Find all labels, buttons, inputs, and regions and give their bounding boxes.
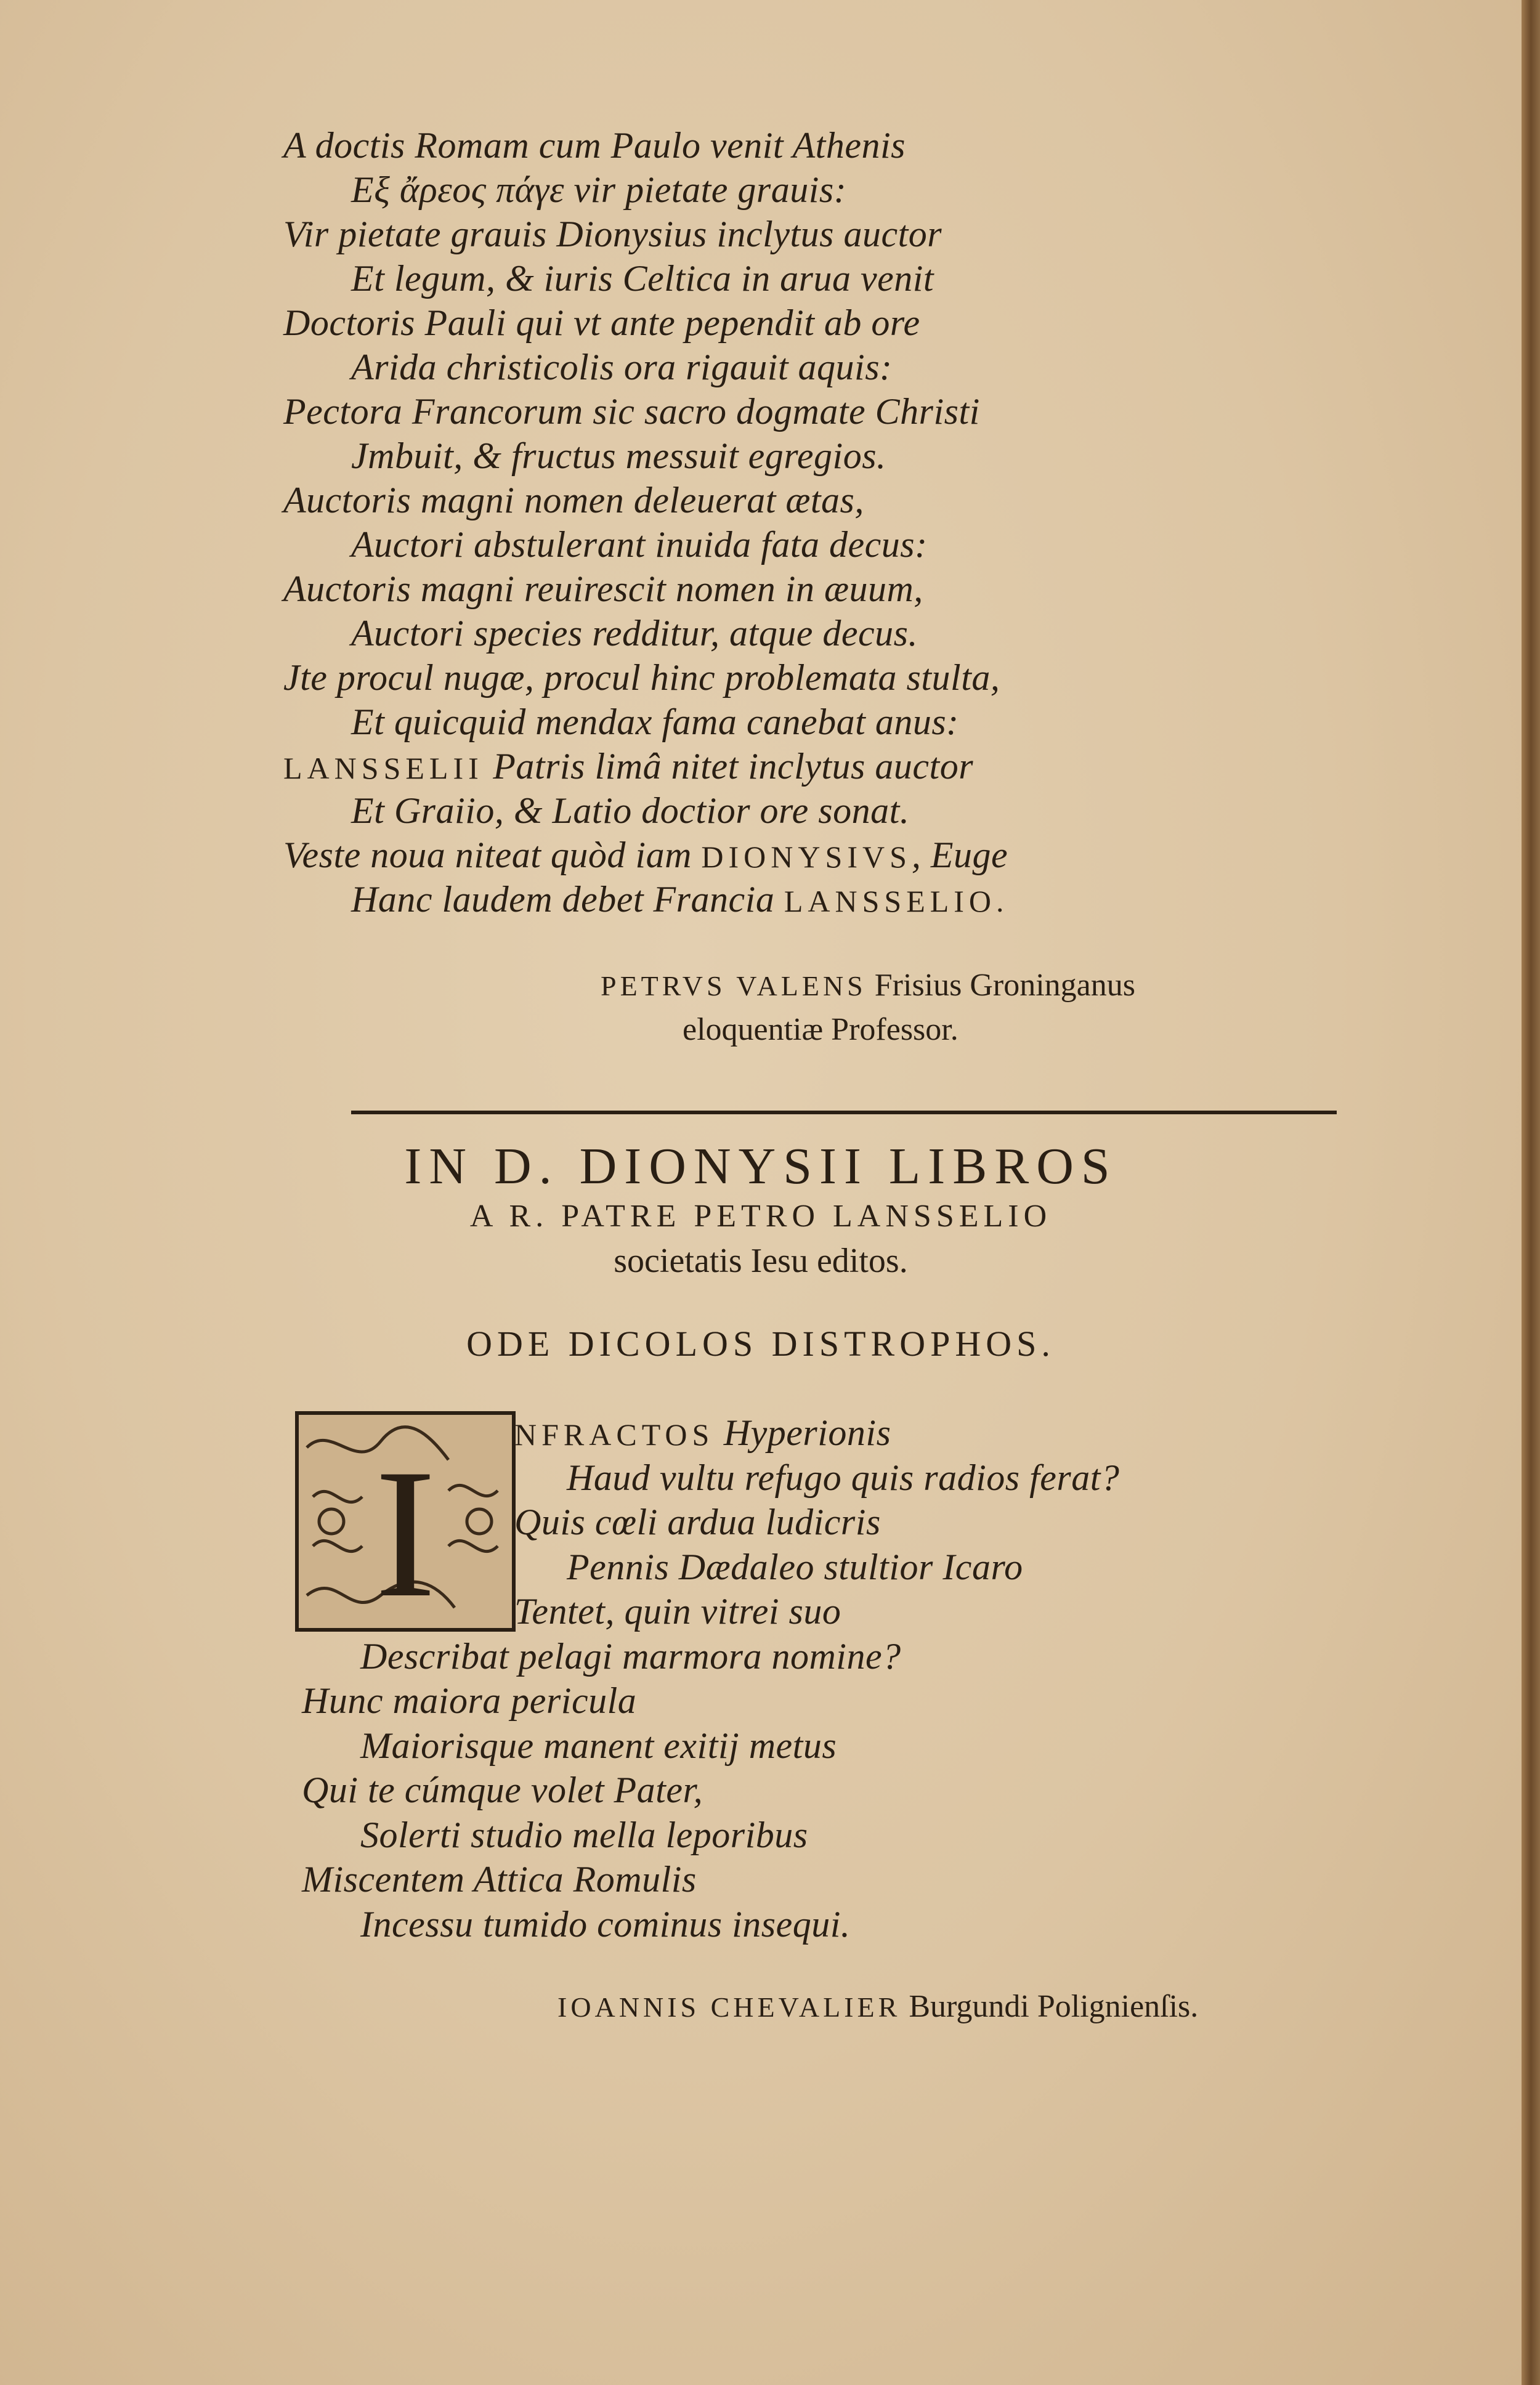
verse-line: Vir pietate grauis Dionysius inclytus auctor [283, 214, 942, 254]
verse-line: Et legum, & iuris Celtica in arua venit [351, 258, 934, 299]
signature-name: PETRVS VALENS [601, 970, 867, 1002]
section-subheading-2: societatis Iesu editos. [614, 1242, 908, 1280]
ode-line: Hunc maiora pericula [302, 1680, 637, 1721]
signature-affiliation: Burgundi Polignienſis. [909, 1989, 1199, 2024]
verse-line-end: , Euge [911, 835, 1008, 875]
ode-text [302, 1411, 1349, 1946]
ode-line: Miscentem Attica Romulis [302, 1859, 697, 1900]
verse-line: Eξ ἄρεος πάγε vir pietate grauis: [351, 169, 847, 210]
verse-line: Doctoris Pauli qui vt ante pependit ab ore [283, 302, 920, 343]
ode-title: ODE DICOLOS DISTROPHOS. [466, 1324, 1055, 1364]
signature-chevalier [557, 1988, 1198, 2025]
ode-line: Haud vultu refugo quis radios ferat? [567, 1457, 1120, 1498]
signature-name: IOANNIS CHEVALIER [557, 1991, 901, 2023]
book-spine-edge [1522, 0, 1540, 2385]
verse-line: Auctoris magni nomen deleuerat ætas, [283, 480, 864, 520]
ode-first-tail: Hyperionis [723, 1412, 891, 1453]
verse-line: Auctoris magni reuirescit nomen in æuum, [283, 569, 923, 609]
signature-affiliation: Frisius Groninganus [874, 968, 1136, 1003]
verse-line: Jmbuit, & fructus messuit egregios. [351, 435, 886, 476]
ode-first-word: NFRACTOS [514, 1417, 715, 1452]
verse-line: Auctori abstulerant inuida fata decus: [351, 524, 928, 565]
verse-line-rest: Patris limâ nitet inclytus auctor [493, 746, 974, 787]
ode-line [302, 1411, 1349, 1456]
lansselio-name: LANSSELIO. [784, 884, 1009, 918]
verse-line-start: Veste noua niteat quòd iam [283, 835, 692, 875]
lansselii-name: LANSSELII [283, 751, 484, 785]
verse-line: Et quicquid mendax fama canebat anus: [351, 702, 959, 742]
verse-line [283, 877, 1331, 921]
ode-line: Pennis Dædaleo stultior Icaro [567, 1546, 1023, 1587]
ode-line: Solerti studio mella leporibus [360, 1814, 808, 1855]
ode-line: Tentet, quin vitrei suo [514, 1591, 841, 1632]
section-subheading: A R. PATRE PETRO LANSSELIO [469, 1199, 1052, 1234]
ode-line: Incessu tumido cominus insequi. [360, 1903, 851, 1945]
verse-line: Auctori species redditur, atque decus. [351, 613, 918, 654]
verse-line: Et Graiio, & Latio doctior ore sonat. [351, 790, 910, 831]
verse-line [283, 833, 1331, 877]
dionysius-name: DIONYSIVS [701, 840, 912, 874]
initial-letter: I [375, 1431, 436, 1632]
signature-petrus-valens [601, 967, 1135, 1003]
ode-line: Maiorisque manent exitij metus [360, 1725, 837, 1766]
ode-line: Describat pelagi marmora nomine? [360, 1635, 901, 1677]
verse-line: Jte procul nugæ, procul hinc problemata stulta, [283, 657, 1000, 698]
signature-title: eloquentiæ Professor. [683, 1012, 958, 1047]
verse-line-start: Hanc laudem debet Francia [351, 879, 775, 920]
verse-line: Pectora Francorum sic sacro dogmate Christi [283, 391, 980, 432]
section-heading: IN D. DIONYSII LIBROS [404, 1138, 1117, 1195]
verse-line: A doctis Romam cum Paulo venit Athenis [283, 125, 906, 166]
verse-line: Arida christicolis ora rigauit aquis: [351, 347, 893, 387]
ode-line: Qui te cúmque volet Pater, [302, 1770, 703, 1810]
ode-line: Quis cœli ardua ludicris [514, 1502, 881, 1542]
verse-line [283, 744, 1331, 788]
horizontal-rule [351, 1111, 1337, 1114]
dedicatory-poem [283, 123, 1331, 921]
